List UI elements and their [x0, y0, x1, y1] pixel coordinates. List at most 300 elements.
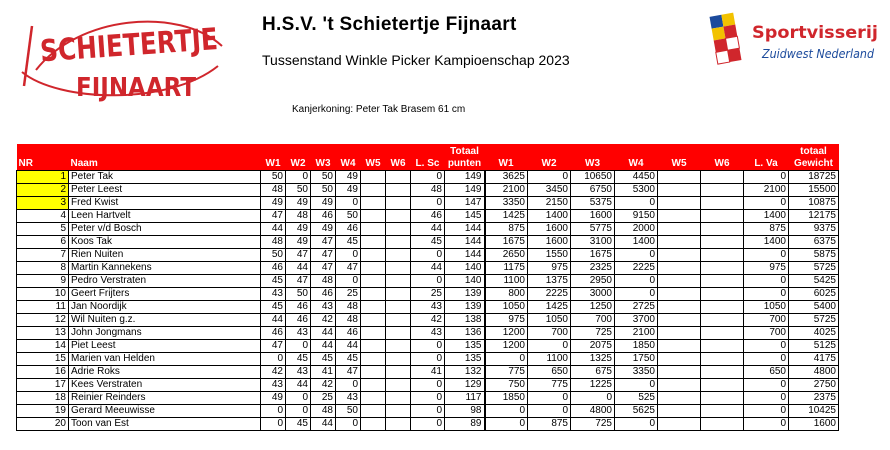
cell-punten: 144 [445, 249, 485, 262]
cell-naam: Peter Tak [69, 171, 261, 184]
cell-p-w5 [361, 340, 386, 353]
cell-p-w6 [386, 392, 411, 405]
cell-p-w5 [361, 327, 386, 340]
cell-naam: Gerard Meeuwisse [69, 405, 261, 418]
club-logo-text-top: SCHIETERTJE [39, 19, 257, 70]
cell-p-w4: 0 [336, 418, 361, 431]
cell-g-w4: 5625 [615, 405, 658, 418]
cell-p-w4: 0 [336, 379, 361, 392]
cell-g-w6 [701, 288, 744, 301]
cell-g-w5 [658, 210, 701, 223]
table-header [17, 158, 839, 171]
cell-p-w4: 0 [336, 249, 361, 262]
cell-g-w5 [658, 171, 701, 184]
cell-p-w6 [386, 275, 411, 288]
cell-l-va: 700 [744, 314, 789, 327]
cell-g-w4: 2225 [615, 262, 658, 275]
cell-p-w3: 44 [311, 418, 336, 431]
table-row [17, 301, 839, 314]
header-l-va: L. Va [744, 158, 789, 171]
table-row [17, 314, 839, 327]
cell-punten: 149 [445, 171, 485, 184]
cell-g-w1: 3625 [485, 171, 528, 184]
cell-p-w2: 43 [286, 327, 311, 340]
cell-g-w6 [701, 301, 744, 314]
cell-p-w6 [386, 314, 411, 327]
cell-g-w5 [658, 223, 701, 236]
cell-g-w1: 1200 [485, 327, 528, 340]
cell-p-w3: 45 [311, 353, 336, 366]
header-g-w2: W2 [528, 158, 571, 171]
cell-g-w1: 1425 [485, 210, 528, 223]
cell-g-w6 [701, 379, 744, 392]
cell-p-w2: 0 [286, 392, 311, 405]
table-row [17, 418, 839, 431]
cell-gewicht: 12175 [789, 210, 839, 223]
cell-gewicht: 6025 [789, 288, 839, 301]
cell-p-w4: 45 [336, 236, 361, 249]
cell-punten: 117 [445, 392, 485, 405]
header-totaal-gewicht: totaal [789, 144, 839, 158]
cell-p-w3: 49 [311, 223, 336, 236]
cell-p-w2: 49 [286, 223, 311, 236]
cell-g-w1: 1175 [485, 262, 528, 275]
cell-p-w6 [386, 210, 411, 223]
cell-p-w6 [386, 353, 411, 366]
cell-g-w3: 5775 [571, 223, 615, 236]
cell-g-w3: 2075 [571, 340, 615, 353]
table-header-top [17, 144, 839, 158]
table-row [17, 262, 839, 275]
cell-p-w4: 47 [336, 262, 361, 275]
cell-l-sc: 44 [411, 223, 445, 236]
cell-nr: 19 [17, 405, 69, 418]
cell-naam: Piet Leest [69, 340, 261, 353]
cell-l-sc: 0 [411, 405, 445, 418]
cell-p-w1: 46 [261, 262, 286, 275]
cell-g-w3: 0 [571, 392, 615, 405]
cell-g-w6 [701, 327, 744, 340]
table-row [17, 392, 839, 405]
cell-g-w2: 1600 [528, 223, 571, 236]
cell-p-w2: 44 [286, 262, 311, 275]
cell-g-w4: 0 [615, 197, 658, 210]
cell-punten: 138 [445, 314, 485, 327]
cell-p-w6 [386, 171, 411, 184]
cell-nr: 8 [17, 262, 69, 275]
cell-punten: 149 [445, 184, 485, 197]
cell-nr: 10 [17, 288, 69, 301]
cell-p-w2: 0 [286, 340, 311, 353]
cell-g-w5 [658, 405, 701, 418]
page-subtitle: Tussenstand Winkle Picker Kampioenschap 2023 [262, 52, 570, 68]
cell-g-w4: 5300 [615, 184, 658, 197]
cell-g-w3: 2950 [571, 275, 615, 288]
cell-l-va: 0 [744, 405, 789, 418]
cell-naam: Peter Leest [69, 184, 261, 197]
cell-nr: 11 [17, 301, 69, 314]
cell-p-w1: 46 [261, 327, 286, 340]
cell-p-w3: 44 [311, 340, 336, 353]
cell-g-w2: 2150 [528, 197, 571, 210]
cell-p-w1: 43 [261, 288, 286, 301]
club-logo-text-bottom: FIJNAART [76, 73, 197, 103]
cell-p-w6 [386, 262, 411, 275]
cell-g-w5 [658, 327, 701, 340]
cell-punten: 139 [445, 288, 485, 301]
cell-nr: 9 [17, 275, 69, 288]
cell-l-va: 0 [744, 197, 789, 210]
cell-gewicht: 15500 [789, 184, 839, 197]
cell-g-w2: 0 [528, 340, 571, 353]
cell-g-w6 [701, 171, 744, 184]
cell-g-w6 [701, 262, 744, 275]
cell-g-w6 [701, 236, 744, 249]
cell-g-w6 [701, 249, 744, 262]
cell-nr: 5 [17, 223, 69, 236]
cell-p-w6 [386, 418, 411, 431]
cell-g-w4: 2725 [615, 301, 658, 314]
cell-nr: 7 [17, 249, 69, 262]
cell-naam: Kees Verstraten [69, 379, 261, 392]
cell-g-w5 [658, 249, 701, 262]
cell-naam: Pedro Verstraten [69, 275, 261, 288]
cell-g-w3: 6750 [571, 184, 615, 197]
cell-l-sc: 0 [411, 392, 445, 405]
cell-g-w5 [658, 366, 701, 379]
cell-p-w3: 50 [311, 184, 336, 197]
table-row [17, 353, 839, 366]
header-g-w5: W5 [658, 158, 701, 171]
cell-g-w4: 4450 [615, 171, 658, 184]
cell-l-va: 975 [744, 262, 789, 275]
cell-p-w2: 47 [286, 249, 311, 262]
cell-p-w1: 49 [261, 197, 286, 210]
cell-g-w1: 750 [485, 379, 528, 392]
cell-g-w2: 1425 [528, 301, 571, 314]
kanjer-line: Kanjerkoning: Peter Tak Brasem 61 cm [292, 104, 466, 115]
cell-p-w4: 44 [336, 340, 361, 353]
cell-p-w3: 46 [311, 288, 336, 301]
cell-gewicht: 10875 [789, 197, 839, 210]
cell-p-w3: 49 [311, 197, 336, 210]
cell-g-w3: 5375 [571, 197, 615, 210]
cell-p-w4: 50 [336, 405, 361, 418]
cell-p-w5 [361, 184, 386, 197]
cell-p-w4: 49 [336, 171, 361, 184]
cell-l-sc: 43 [411, 327, 445, 340]
cell-p-w3: 47 [311, 249, 336, 262]
cell-p-w1: 44 [261, 314, 286, 327]
header-g-w6: W6 [701, 158, 744, 171]
cell-l-sc: 41 [411, 366, 445, 379]
cell-g-w4: 1750 [615, 353, 658, 366]
club-logo [18, 6, 257, 106]
cell-g-w4: 3700 [615, 314, 658, 327]
cell-g-w6 [701, 275, 744, 288]
cell-naam: Geert Frijters [69, 288, 261, 301]
cell-l-sc: 43 [411, 301, 445, 314]
cell-g-w3: 3100 [571, 236, 615, 249]
cell-punten: 135 [445, 353, 485, 366]
cell-g-w2: 700 [528, 327, 571, 340]
cell-p-w6 [386, 249, 411, 262]
cell-g-w1: 1050 [485, 301, 528, 314]
cell-g-w3: 1600 [571, 210, 615, 223]
cell-p-w4: 46 [336, 223, 361, 236]
cell-p-w2: 0 [286, 405, 311, 418]
table-row [17, 366, 839, 379]
cell-g-w6 [701, 405, 744, 418]
header-p-w3: W3 [311, 158, 336, 171]
cell-p-w1: 44 [261, 223, 286, 236]
table-row [17, 340, 839, 353]
cell-p-w1: 0 [261, 418, 286, 431]
cell-g-w2: 1600 [528, 236, 571, 249]
cell-l-va: 875 [744, 223, 789, 236]
table-row [17, 327, 839, 340]
cell-p-w3: 41 [311, 366, 336, 379]
cell-p-w5 [361, 314, 386, 327]
cell-naam: Wil Nuiten g.z. [69, 314, 261, 327]
cell-g-w2: 875 [528, 418, 571, 431]
cell-p-w6 [386, 301, 411, 314]
cell-naam: Adrie Roks [69, 366, 261, 379]
cell-g-w3: 1225 [571, 379, 615, 392]
cell-l-va: 0 [744, 340, 789, 353]
cell-p-w2: 49 [286, 197, 311, 210]
cell-g-w3: 4800 [571, 405, 615, 418]
cell-p-w5 [361, 223, 386, 236]
cell-g-w5 [658, 236, 701, 249]
cell-naam: Toon van Est [69, 418, 261, 431]
cell-g-w3: 1250 [571, 301, 615, 314]
cell-g-w4: 2100 [615, 327, 658, 340]
cell-naam: Fred Kwist [69, 197, 261, 210]
cell-nr: 4 [17, 210, 69, 223]
cell-g-w6 [701, 340, 744, 353]
cell-p-w2: 45 [286, 353, 311, 366]
cell-nr: 2 [17, 184, 69, 197]
cell-g-w3: 1325 [571, 353, 615, 366]
cell-p-w4: 47 [336, 366, 361, 379]
cell-l-sc: 0 [411, 418, 445, 431]
cell-l-va: 1050 [744, 301, 789, 314]
cell-l-va: 0 [744, 171, 789, 184]
cell-nr: 1 [17, 171, 69, 184]
cell-l-sc: 0 [411, 249, 445, 262]
cell-p-w3: 46 [311, 210, 336, 223]
cell-g-w6 [701, 197, 744, 210]
cell-gewicht: 4025 [789, 327, 839, 340]
cell-g-w5 [658, 275, 701, 288]
cell-naam: Leen Hartvelt [69, 210, 261, 223]
cell-g-w6 [701, 353, 744, 366]
cell-p-w3: 47 [311, 236, 336, 249]
cell-l-sc: 0 [411, 379, 445, 392]
cell-l-sc: 44 [411, 262, 445, 275]
cell-g-w1: 1200 [485, 340, 528, 353]
cell-naam: Martin Kannekens [69, 262, 261, 275]
cell-p-w3: 48 [311, 275, 336, 288]
cell-p-w1: 47 [261, 210, 286, 223]
cell-g-w4: 525 [615, 392, 658, 405]
cell-p-w5 [361, 353, 386, 366]
cell-l-sc: 42 [411, 314, 445, 327]
cell-g-w3: 3000 [571, 288, 615, 301]
cell-l-sc: 45 [411, 236, 445, 249]
sponsor-region: Zuidwest Nederland [761, 47, 875, 61]
cell-l-va: 2100 [744, 184, 789, 197]
cell-gewicht: 1600 [789, 418, 839, 431]
cell-p-w2: 46 [286, 314, 311, 327]
cell-g-w2: 0 [528, 392, 571, 405]
cell-l-va: 650 [744, 366, 789, 379]
header-gewicht: Gewicht [789, 158, 839, 171]
cell-g-w1: 775 [485, 366, 528, 379]
cell-g-w1: 0 [485, 353, 528, 366]
cell-nr: 16 [17, 366, 69, 379]
cell-p-w3: 43 [311, 301, 336, 314]
sponsor-logo [708, 6, 880, 76]
sponsor-name: Sportvisserij [752, 23, 878, 43]
cell-p-w2: 50 [286, 184, 311, 197]
cell-g-w1: 0 [485, 418, 528, 431]
cell-g-w3: 675 [571, 366, 615, 379]
cell-p-w4: 46 [336, 327, 361, 340]
cell-p-w1: 50 [261, 249, 286, 262]
cell-p-w6 [386, 288, 411, 301]
cell-p-w2: 45 [286, 418, 311, 431]
cell-punten: 140 [445, 275, 485, 288]
cell-p-w6 [386, 340, 411, 353]
cell-naam: Koos Tak [69, 236, 261, 249]
cell-p-w1: 43 [261, 379, 286, 392]
cell-g-w4: 0 [615, 249, 658, 262]
cell-g-w2: 0 [528, 405, 571, 418]
cell-p-w4: 0 [336, 275, 361, 288]
cell-g-w4: 1400 [615, 236, 658, 249]
cell-punten: 144 [445, 223, 485, 236]
cell-g-w5 [658, 340, 701, 353]
cell-nr: 15 [17, 353, 69, 366]
cell-g-w6 [701, 184, 744, 197]
header-punten: punten [445, 158, 485, 171]
header-p-w1: W1 [261, 158, 286, 171]
cell-p-w3: 50 [311, 171, 336, 184]
cell-g-w1: 3350 [485, 197, 528, 210]
cell-p-w5 [361, 171, 386, 184]
cell-l-sc: 0 [411, 197, 445, 210]
cell-g-w1: 1850 [485, 392, 528, 405]
cell-p-w2: 48 [286, 210, 311, 223]
table-row [17, 275, 839, 288]
cell-punten: 145 [445, 210, 485, 223]
cell-p-w4: 0 [336, 197, 361, 210]
cell-g-w6 [701, 210, 744, 223]
cell-g-w2: 2225 [528, 288, 571, 301]
table-row [17, 379, 839, 392]
header-l-sc: L. Sc [411, 158, 445, 171]
cell-p-w2: 44 [286, 379, 311, 392]
cell-p-w5 [361, 392, 386, 405]
cell-l-va: 0 [744, 353, 789, 366]
cell-p-w2: 46 [286, 301, 311, 314]
cell-punten: 135 [445, 340, 485, 353]
cell-punten: 139 [445, 301, 485, 314]
cell-p-w5 [361, 210, 386, 223]
cell-l-va: 0 [744, 392, 789, 405]
cell-p-w5 [361, 249, 386, 262]
table-row [17, 184, 839, 197]
cell-p-w1: 49 [261, 392, 286, 405]
cell-p-w1: 45 [261, 275, 286, 288]
cell-g-w4: 1850 [615, 340, 658, 353]
cell-g-w4: 2000 [615, 223, 658, 236]
cell-gewicht: 5425 [789, 275, 839, 288]
cell-g-w2: 0 [528, 171, 571, 184]
cell-p-w4: 48 [336, 301, 361, 314]
cell-g-w4: 0 [615, 275, 658, 288]
cell-g-w4: 9150 [615, 210, 658, 223]
cell-gewicht: 9375 [789, 223, 839, 236]
table-row [17, 197, 839, 210]
cell-naam: Reinier Reinders [69, 392, 261, 405]
cell-p-w6 [386, 184, 411, 197]
cell-g-w1: 975 [485, 314, 528, 327]
header-p-w5: W5 [361, 158, 386, 171]
cell-g-w2: 650 [528, 366, 571, 379]
cell-gewicht: 5125 [789, 340, 839, 353]
cell-g-w6 [701, 392, 744, 405]
cell-p-w5 [361, 288, 386, 301]
cell-p-w6 [386, 223, 411, 236]
cell-g-w2: 3450 [528, 184, 571, 197]
cell-p-w1: 47 [261, 340, 286, 353]
cell-p-w2: 47 [286, 275, 311, 288]
cell-p-w6 [386, 405, 411, 418]
cell-g-w5 [658, 418, 701, 431]
cell-g-w1: 2650 [485, 249, 528, 262]
cell-g-w1: 1100 [485, 275, 528, 288]
cell-g-w6 [701, 418, 744, 431]
cell-punten: 136 [445, 327, 485, 340]
cell-g-w6 [701, 366, 744, 379]
cell-g-w2: 1100 [528, 353, 571, 366]
cell-g-w5 [658, 379, 701, 392]
cell-g-w5 [658, 392, 701, 405]
cell-p-w3: 42 [311, 314, 336, 327]
cell-naam: John Jongmans [69, 327, 261, 340]
cell-g-w2: 975 [528, 262, 571, 275]
cell-gewicht: 10425 [789, 405, 839, 418]
cell-l-va: 1400 [744, 236, 789, 249]
header-totaal-punten: Totaal [445, 144, 485, 158]
cell-p-w5 [361, 405, 386, 418]
cell-g-w4: 0 [615, 379, 658, 392]
cell-g-w1: 2100 [485, 184, 528, 197]
cell-p-w5 [361, 275, 386, 288]
cell-g-w5 [658, 184, 701, 197]
standings-table [16, 144, 839, 431]
cell-p-w2: 0 [286, 171, 311, 184]
cell-p-w3: 42 [311, 379, 336, 392]
cell-gewicht: 5875 [789, 249, 839, 262]
cell-p-w6 [386, 327, 411, 340]
header-g-w1: W1 [485, 158, 528, 171]
cell-punten: 132 [445, 366, 485, 379]
cell-p-w6 [386, 366, 411, 379]
